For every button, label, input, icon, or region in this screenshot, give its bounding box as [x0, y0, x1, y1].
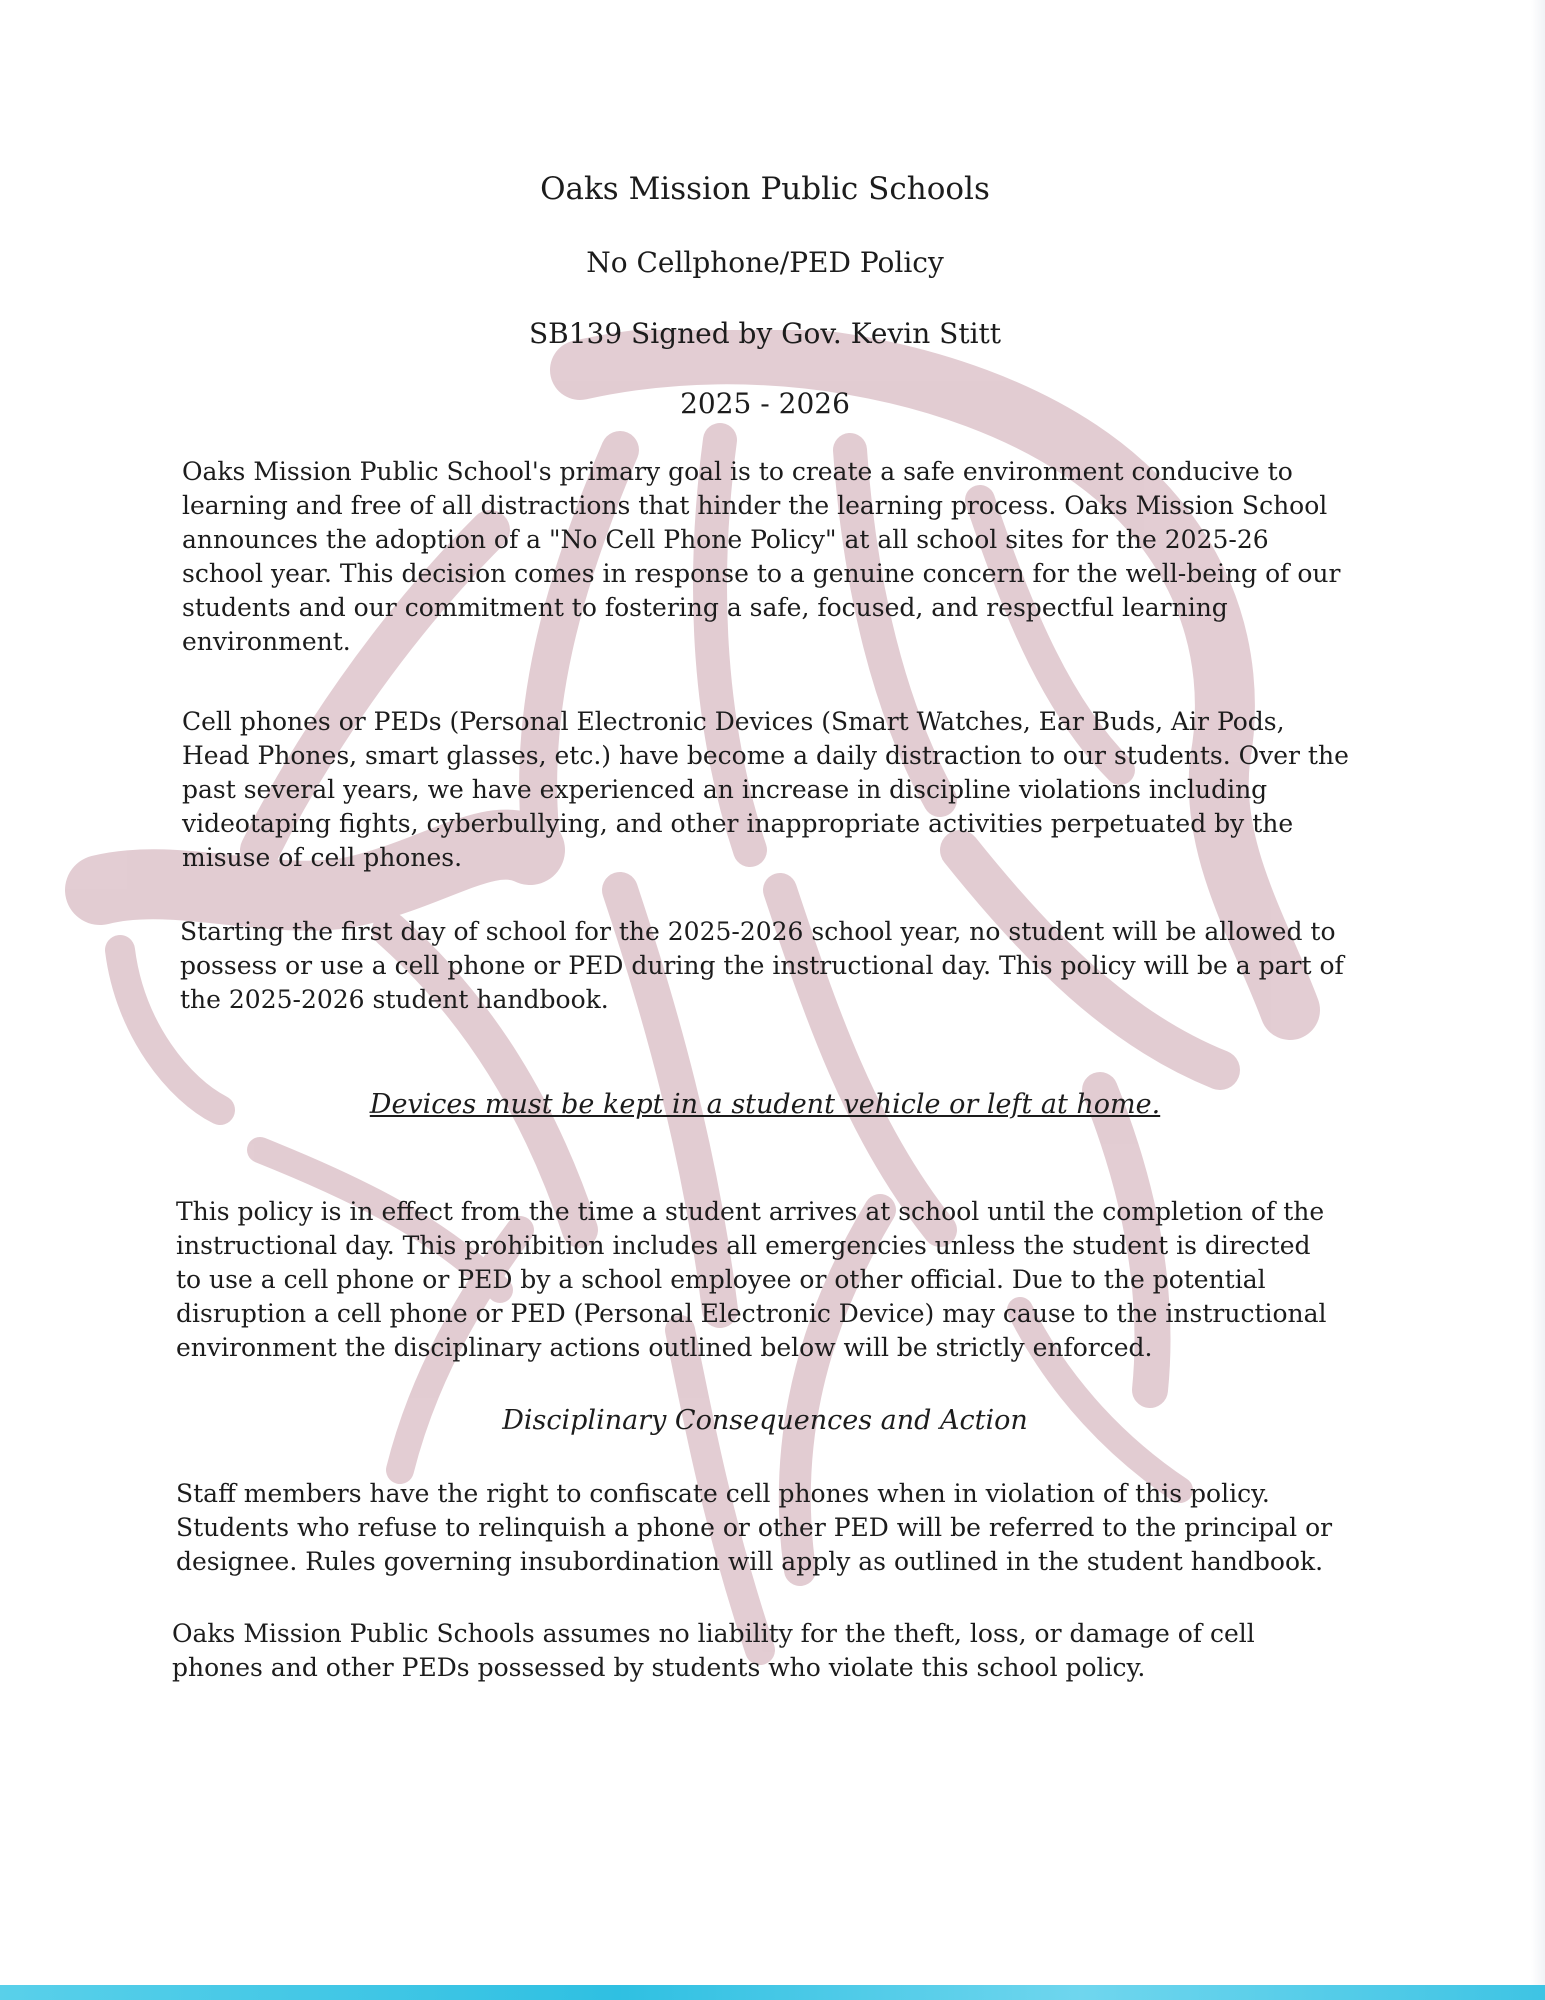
- text-line: students and our commitment to fostering a safe, focused, and respectful learning: [182, 593, 1228, 622]
- text-line: misuse of cell phones.: [182, 843, 463, 872]
- text-line: Cell phones or PEDs (Personal Electronic Devices (Smart Watches, Ear Buds, Air Pods,: [182, 707, 1285, 736]
- policy-name: No Cellphone/PED Policy: [586, 246, 944, 279]
- text-line: learning and free of all distractions that hinder the learning process. Oaks Mission School: [182, 491, 1328, 520]
- text-line: videotaping fights, cyberbullying, and other inappropriate activities perpetuated by the: [182, 809, 1294, 838]
- text-line: Staff members have the right to confiscate cell phones when in violation of this policy.: [176, 1479, 1270, 1508]
- bill-line: SB139 Signed by Gov. Kevin Stitt: [528, 317, 1002, 350]
- text-line: phones and other PEDs possessed by students who violate this school policy.: [172, 1653, 1146, 1682]
- intro-paragraph: [182, 455, 1340, 659]
- text-line: Oaks Mission Public School's primary goal is to create a safe environment conducive to: [182, 457, 1293, 486]
- text-line: This policy is in effect from the time a student arrives at school until the completion of the: [176, 1197, 1325, 1226]
- text-line: possess or use a cell phone or PED during the instructional day. This policy will be a part of: [180, 951, 1344, 980]
- text-line: school year. This decision comes in response to a genuine concern for the well-being of our: [182, 559, 1341, 588]
- text-line: the 2025-2026 student handbook.: [180, 985, 609, 1014]
- text-line: environment the disciplinary actions outlined below will be strictly enforced.: [176, 1333, 1153, 1362]
- document-title: Oaks Mission Public Schools: [540, 171, 990, 207]
- text-line: environment.: [182, 627, 351, 656]
- text-line: Oaks Mission Public Schools assumes no liability for the theft, loss, or damage of cell: [172, 1619, 1255, 1648]
- scan-edge-right: [1531, 0, 1545, 1985]
- school-year: 2025 - 2026: [680, 387, 850, 420]
- scan-edge-bottom: [0, 1985, 1545, 2000]
- liability-paragraph: [172, 1617, 1255, 1685]
- text-line: disruption a cell phone or PED (Personal Electronic Device) may cause to the instructional: [176, 1299, 1327, 1328]
- text-line: designee. Rules governing insubordination will apply as outlined in the student handbook.: [176, 1547, 1324, 1576]
- devices-rule: Devices must be kept in a student vehicle or left at home.: [369, 1089, 1161, 1120]
- discipline-heading: Disciplinary Consequences and Action: [502, 1405, 1028, 1436]
- start-paragraph: [180, 915, 1344, 1017]
- text-line: Starting the first day of school for the 2025-2026 school year, no student will be allowed to: [180, 917, 1336, 946]
- effect-paragraph: [176, 1195, 1327, 1365]
- text-line: announces the adoption of a "No Cell Phone Policy" at all school sites for the 2025-26: [182, 525, 1269, 554]
- staff-paragraph: [176, 1477, 1332, 1579]
- text-line: instructional day. This prohibition includes all emergencies unless the student is directed: [176, 1231, 1311, 1260]
- text-line: to use a cell phone or PED by a school employee or other official. Due to the potential: [176, 1265, 1266, 1294]
- devices-paragraph: [182, 705, 1349, 875]
- text-line: Head Phones, smart glasses, etc.) have become a daily distraction to our students. Over the: [182, 741, 1349, 770]
- text-line: past several years, we have experienced an increase in discipline violations including: [182, 775, 1268, 804]
- text-line: Students who refuse to relinquish a phone or other PED will be referred to the principal or: [176, 1513, 1333, 1542]
